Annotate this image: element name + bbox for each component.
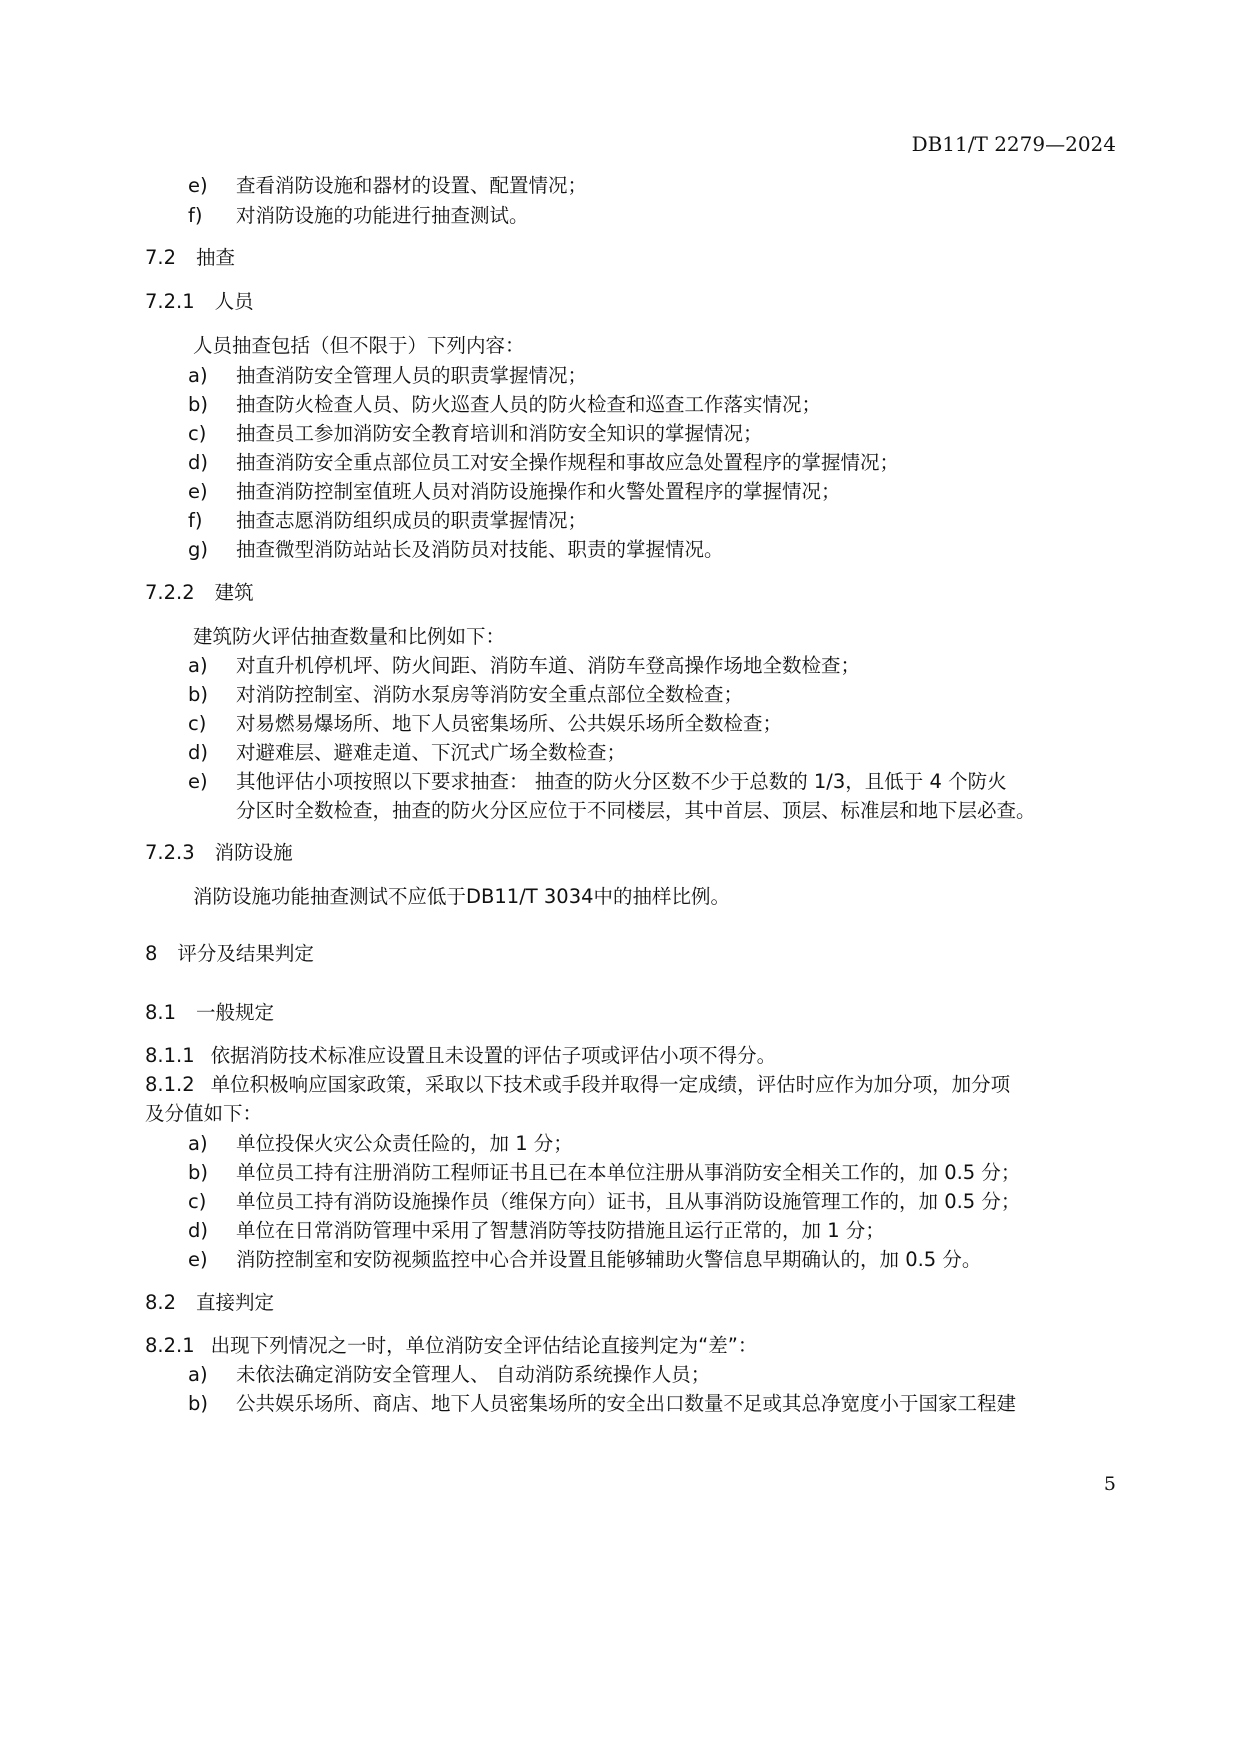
clause-8-1-1 <box>145 1043 776 1069</box>
section-number: 7.2.2 <box>145 581 195 604</box>
item-label: e) <box>188 480 208 503</box>
section-number: 8.1 <box>145 1001 177 1024</box>
item-label: b) <box>188 393 208 416</box>
item-label: f) <box>188 509 203 532</box>
item-text: 抽查志愿消防组织成员的职责掌握情况； <box>236 509 588 532</box>
item-text: 对易燃易爆场所、地下人员密集场所、公共娱乐场所全数检查； <box>236 712 783 735</box>
item-label: c) <box>188 422 207 445</box>
list-item <box>188 1160 1020 1186</box>
item-text: 其他评估小项按照以下要求抽查： 抽查的防火分区数不少于总数的 1/3，且低于 4 个防火 <box>236 770 1007 793</box>
list-item <box>188 1218 885 1244</box>
item-label: e) <box>188 174 208 197</box>
item-label: a) <box>188 1132 208 1155</box>
list-item <box>188 1131 573 1157</box>
section-heading-8-2 <box>145 1290 274 1316</box>
section-heading-7-2 <box>145 245 235 271</box>
list-item <box>188 653 860 679</box>
item-text: 公共娱乐场所、商店、地下人员密集场所的安全出口数量不足或其总净宽度小于国家工程建 <box>236 1392 1017 1415</box>
clause-continuation: 及分值如下： <box>145 1102 263 1125</box>
list-item <box>188 711 782 737</box>
item-label: g) <box>188 538 208 561</box>
clause-text: 依据消防技术标准应设置且未设置的评估子项或评估小项不得分。 <box>210 1044 777 1067</box>
section-heading-7-2-3 <box>145 840 293 866</box>
item-label: d) <box>188 451 208 474</box>
item-text: 单位员工持有消防设施操作员（维保方向）证书，且从事消防设施管理工作的，加 0.5 分； <box>236 1190 1021 1213</box>
item-label: c) <box>188 1190 207 1213</box>
section-title: 一般规定 <box>196 1001 275 1024</box>
list-item <box>188 173 587 199</box>
section-number: 7.2 <box>145 246 177 269</box>
section-title: 直接判定 <box>196 1291 275 1314</box>
item-text: 抽查消防安全重点部位员工对安全操作规程和事故应急处置程序的掌握情况； <box>236 451 900 474</box>
item-text: 抽查微型消防站站长及消防员对技能、职责的掌握情况。 <box>236 538 724 561</box>
item-label: d) <box>188 1219 208 1242</box>
list-item <box>188 740 626 766</box>
clause-text: 单位积极响应国家政策，采取以下技术或手段并取得一定成绩，评估时应作为加分项，加分项 <box>210 1073 1011 1096</box>
list-item <box>188 363 587 389</box>
section-number: 8.2 <box>145 1291 177 1314</box>
section-title: 评分及结果判定 <box>177 942 314 965</box>
section-number: 8 <box>145 942 158 965</box>
section-title: 建筑 <box>214 581 254 604</box>
section-title: 消防设施 <box>214 841 293 864</box>
list-item <box>188 1247 981 1273</box>
list-item <box>188 508 587 534</box>
clause-text: 出现下列情况之一时，单位消防安全评估结论直接判定为“差”： <box>210 1334 758 1357</box>
list-item-continuation: 分区时全数检查，抽查的防火分区应位于不同楼层，其中首层、顶层、标准层和地下层必查。 <box>236 799 1036 822</box>
item-text: 对消防设施的功能进行抽查测试。 <box>236 204 529 227</box>
list-item <box>188 203 529 229</box>
item-label: b) <box>188 683 208 706</box>
item-text: 查看消防设施和器材的设置、配置情况； <box>236 174 588 197</box>
chapter-heading-8 <box>145 941 314 967</box>
section-title: 人员 <box>214 290 254 313</box>
item-label: e) <box>188 1248 208 1271</box>
item-label: d) <box>188 741 208 764</box>
list-item <box>188 450 899 476</box>
item-label: e) <box>188 770 208 793</box>
item-text: 对避难层、避难走道、下沉式广场全数检查； <box>236 741 627 764</box>
item-text: 单位投保火灾公众责任险的，加 1 分； <box>236 1132 573 1155</box>
list-item <box>188 682 743 708</box>
clause-number: 8.1.1 <box>145 1044 195 1067</box>
page-number: 5 <box>1103 1473 1116 1495</box>
clause-number: 8.1.2 <box>145 1073 195 1096</box>
item-text: 对消防控制室、消防水泵房等消防安全重点部位全数检查； <box>236 683 744 706</box>
section-heading-7-2-1 <box>145 289 254 315</box>
clause-number: 8.2.1 <box>145 1334 195 1357</box>
section-heading-7-2-2 <box>145 580 254 606</box>
item-label: a) <box>188 1363 208 1386</box>
list-item <box>188 1189 1020 1215</box>
section-number: 7.2.3 <box>145 841 195 864</box>
item-text: 对直升机停机坪、防火间距、消防车道、消防车登高操作场地全数检查； <box>236 654 861 677</box>
item-label: b) <box>188 1392 208 1415</box>
section-intro: 建筑防火评估抽查数量和比例如下： <box>193 625 506 648</box>
item-label: a) <box>188 654 208 677</box>
item-label: c) <box>188 712 207 735</box>
list-item <box>188 1362 710 1388</box>
list-item <box>188 392 821 418</box>
section-paragraph: 消防设施功能抽查测试不应低于DB11/T 3034中的抽样比例。 <box>193 885 731 908</box>
clause-8-1-2 <box>145 1072 1010 1098</box>
list-item <box>188 421 763 447</box>
item-label: a) <box>188 364 208 387</box>
item-text: 抽查防火检查人员、防火巡查人员的防火检查和巡查工作落实情况； <box>236 393 822 416</box>
item-text: 未依法确定消防安全管理人、 自动消防系统操作人员； <box>236 1363 711 1386</box>
section-number: 7.2.1 <box>145 290 195 313</box>
list-item <box>188 1391 1016 1417</box>
item-text: 抽查消防控制室值班人员对消防设施操作和火警处置程序的掌握情况； <box>236 480 841 503</box>
section-heading-8-1 <box>145 1000 274 1026</box>
list-item <box>188 479 841 505</box>
list-item <box>188 769 1007 795</box>
clause-8-2-1 <box>145 1333 757 1359</box>
document-id: DB11/T 2279—2024 <box>911 132 1116 156</box>
item-label: b) <box>188 1161 208 1184</box>
section-title: 抽查 <box>196 246 236 269</box>
item-text: 抽查消防安全管理人员的职责掌握情况； <box>236 364 588 387</box>
item-label: f) <box>188 204 203 227</box>
item-text: 单位在日常消防管理中采用了智慧消防等技防措施且运行正常的，加 1 分； <box>236 1219 885 1242</box>
item-text: 抽查员工参加消防安全教育培训和消防安全知识的掌握情况； <box>236 422 763 445</box>
item-text: 单位员工持有注册消防工程师证书且已在本单位注册从事消防安全相关工作的，加 0.5 分； <box>236 1161 1021 1184</box>
list-item <box>188 537 724 563</box>
section-intro: 人员抽查包括（但不限于）下列内容： <box>193 334 525 357</box>
item-text: 消防控制室和安防视频监控中心合并设置且能够辅助火警信息早期确认的，加 0.5 分。 <box>236 1248 982 1271</box>
